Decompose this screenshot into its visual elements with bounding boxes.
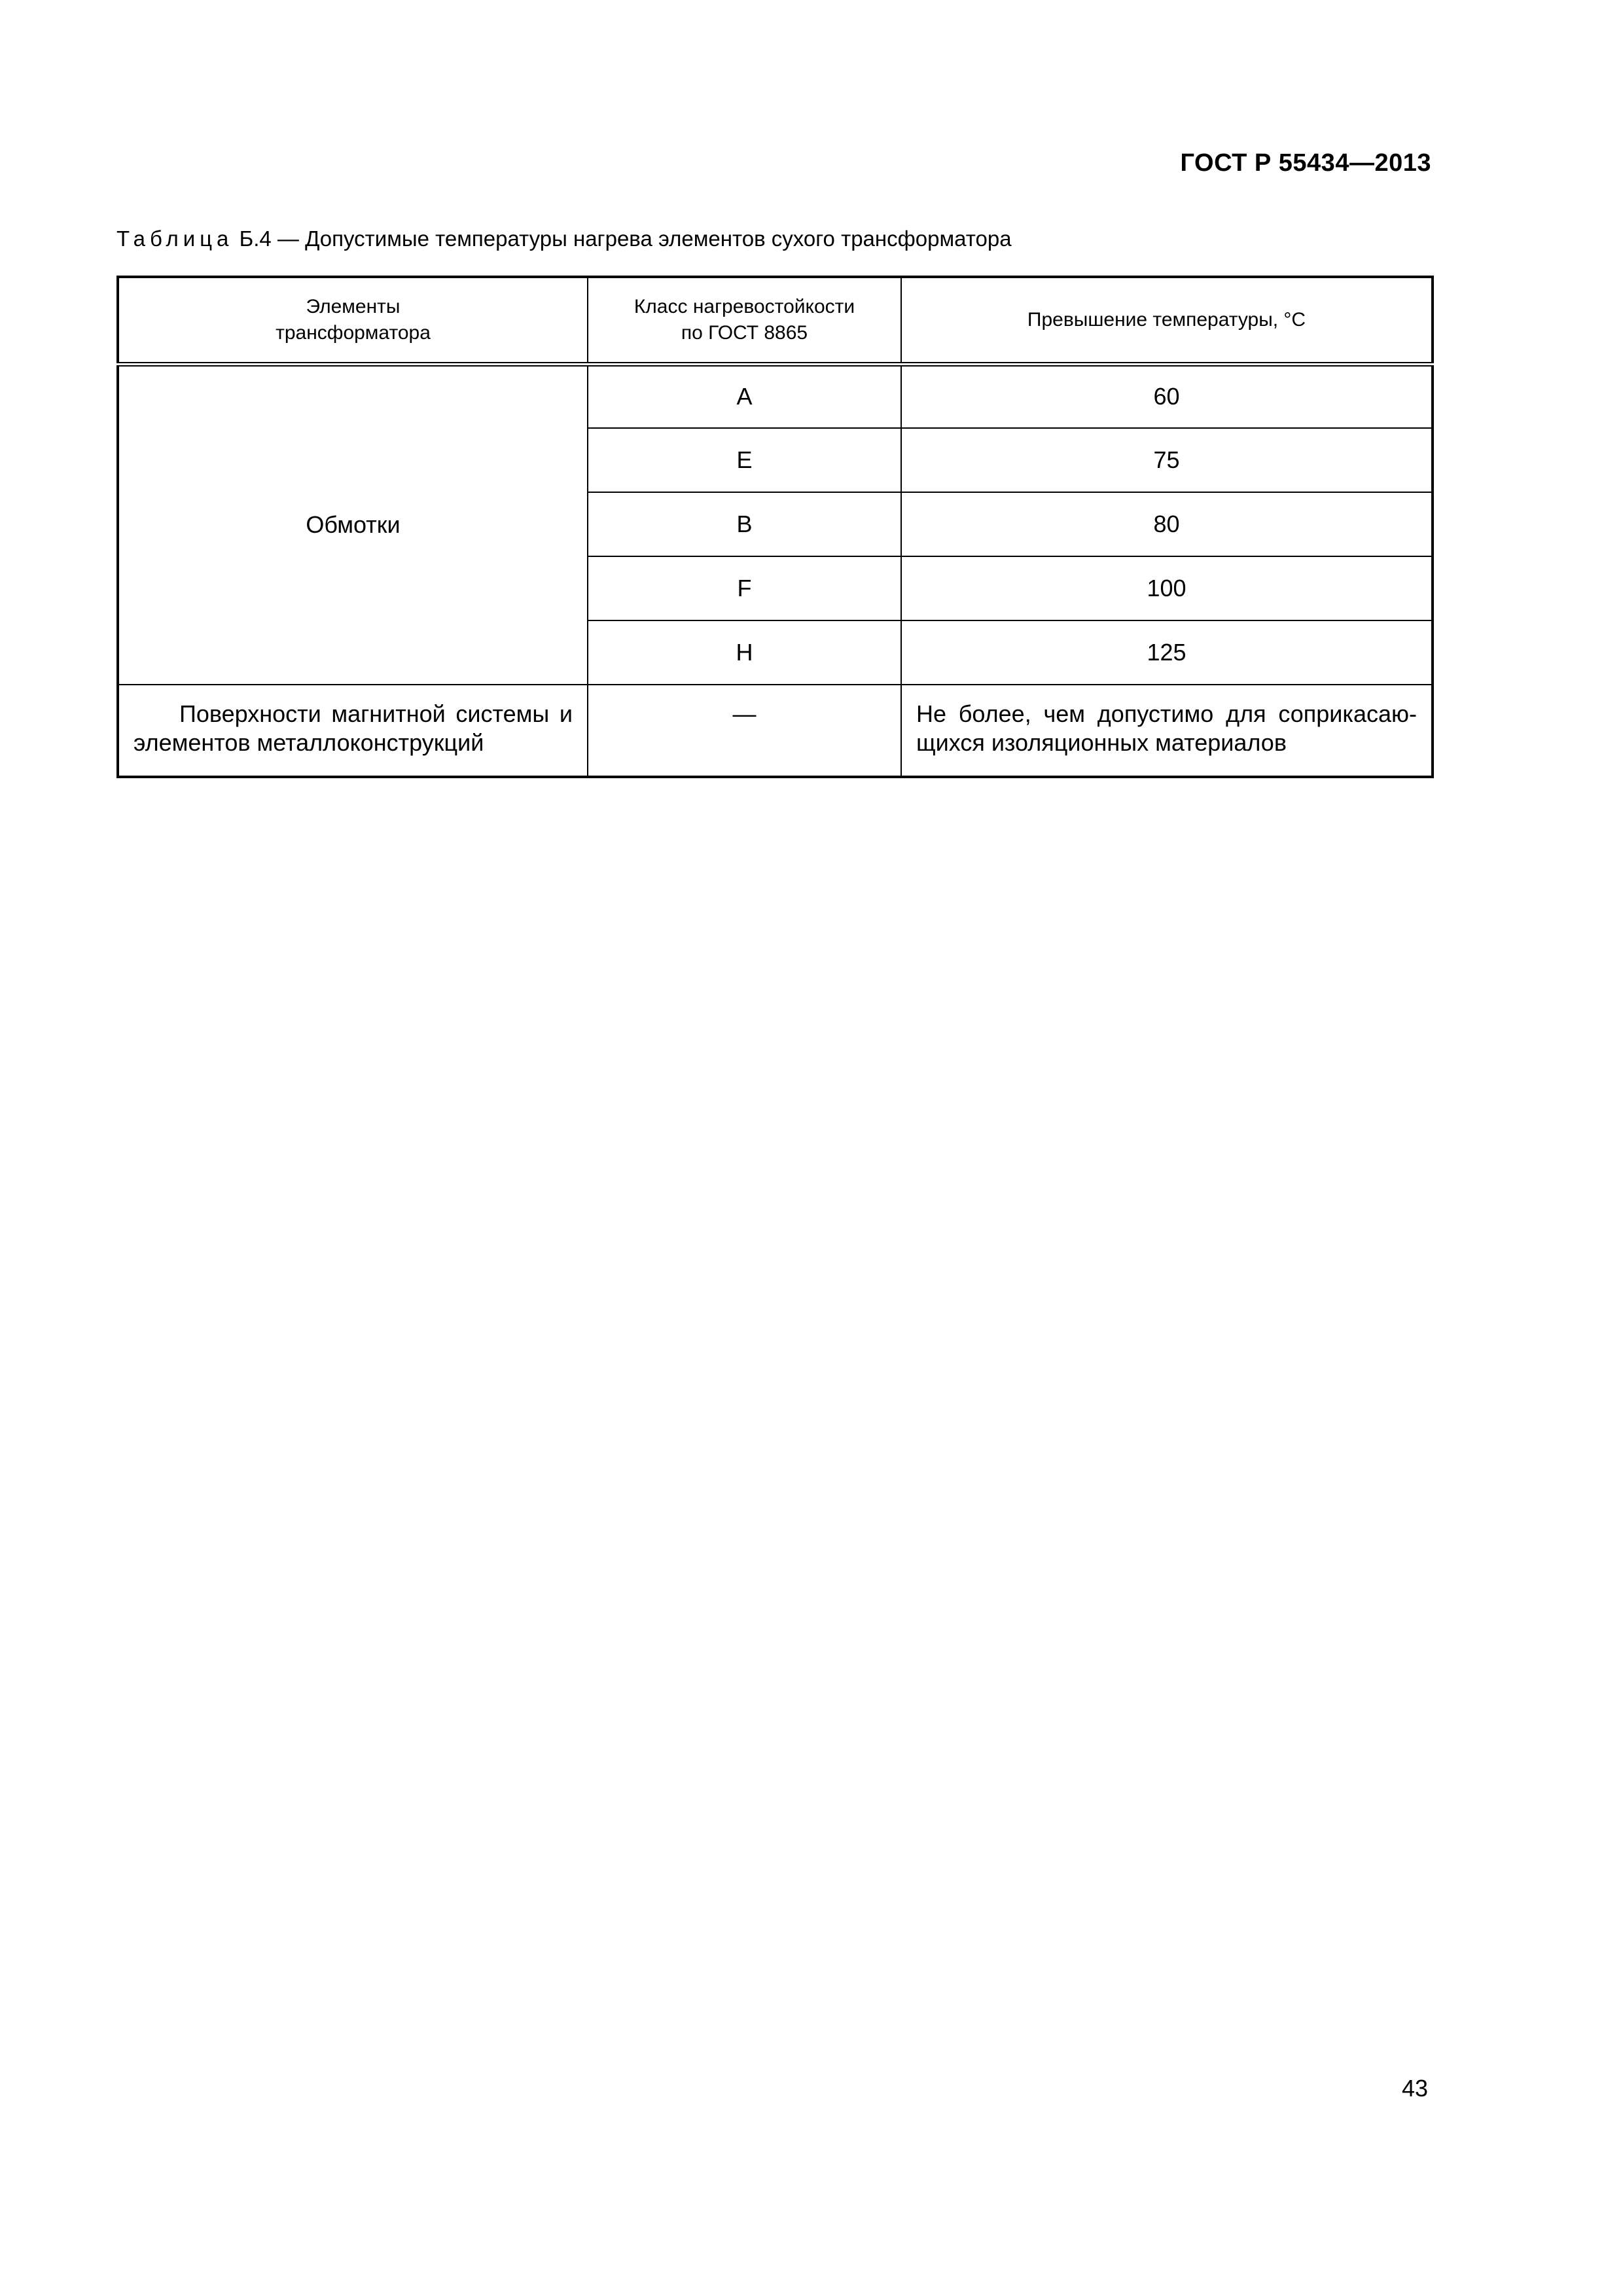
table-row xyxy=(118,685,1433,777)
table-caption-number: Б.4 xyxy=(239,226,272,251)
cell-class: H xyxy=(588,620,901,685)
cell-class-dash: — xyxy=(588,685,901,777)
cell-temp: 60 xyxy=(901,364,1433,428)
cell-temp: 100 xyxy=(901,556,1433,620)
temperature-table xyxy=(116,276,1434,778)
page-number: 43 xyxy=(1401,2075,1428,2102)
table-row xyxy=(118,364,1433,428)
header-elements xyxy=(118,277,588,364)
cell-class: B xyxy=(588,492,901,556)
cell-class: F xyxy=(588,556,901,620)
cell-temp: 80 xyxy=(901,492,1433,556)
table-caption xyxy=(116,226,1012,251)
header-temperature-rise xyxy=(901,277,1433,364)
cell-temp: 125 xyxy=(901,620,1433,685)
table-header-row xyxy=(118,277,1433,364)
header-temperature-rise-line1: Превышение температуры, °C xyxy=(1027,308,1306,331)
header-heat-class xyxy=(588,277,901,364)
header-heat-class-line2: по ГОСТ 8865 xyxy=(681,321,808,344)
cell-element-windings: Обмотки xyxy=(118,364,588,685)
cell-temp: 75 xyxy=(901,428,1433,492)
table-caption-label: Таблица xyxy=(116,226,234,251)
header-elements-line2: трансформатора xyxy=(276,321,431,344)
header-elements-line1: Элементы xyxy=(306,295,401,317)
cell-element-surfaces: Поверхности магнитной системы и элементов металлоконструкций xyxy=(118,685,588,777)
cell-class: A xyxy=(588,364,901,428)
table-caption-text: — Допустимые температуры нагрева элементов сухого трансформатора xyxy=(277,226,1012,251)
header-heat-class-line1: Класс нагревостойкости xyxy=(633,295,855,317)
document-id-header: ГОСТ Р 55434—2013 xyxy=(1180,149,1431,177)
cell-temp-note: Не более, чем допустимо для соприкасающихся изоляционных материалов xyxy=(901,685,1433,777)
cell-class: E xyxy=(588,428,901,492)
